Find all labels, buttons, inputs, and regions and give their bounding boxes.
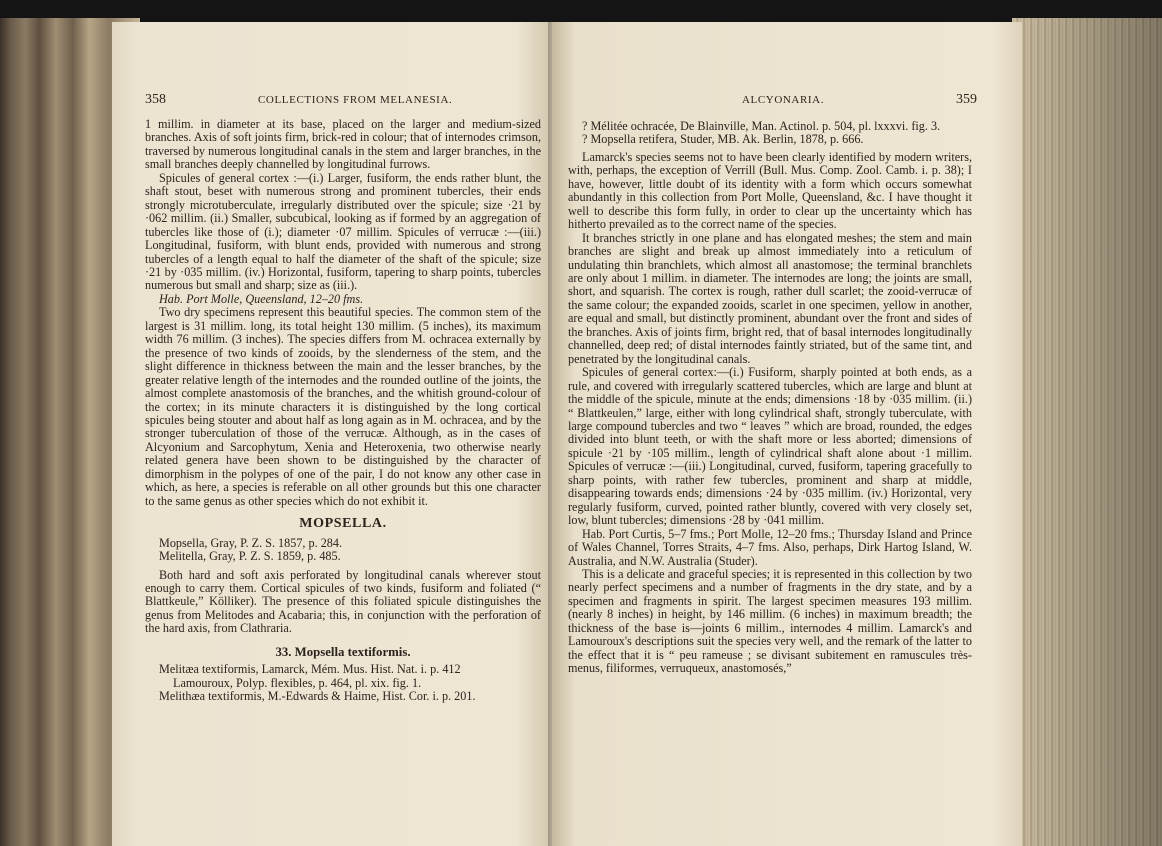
synonym-line: ? Mopsella retifera, Studer, MB. Ak. Berlin, 1878, p. 666. — [582, 132, 864, 147]
paragraph: Spicules of general cortex:—(i.) Fusiform, sharply pointed at both ends, as a rule, and covered with irregularly scattered tubercles, which are large and blunt at the middle of the spicule, minute at the ends; dimensions ·18 by ·035 millim. (ii.) “ Blattkeulen,” large, either with long cylindrical shaft, strongly tuberculate, with large compound tubercles and two “ leaves ” which are broad, rounded, the edges divided into blunt teeth, or with the shaft more or less aborted; dimensions of spicule ·21 by ·105 millim., length of cylindrical shaft alone about ·1 millim. Spicules of verrucæ :—(iii.) Longitudinal, curved, fusiform, tapering gracefully to sharp points, with rather few tubercles, prominent and sharp at middle, disappearing towards ends; dimensions ·24 by ·035 millim. (iv.) Horizontal, very regularly fusiform, curved, pointed rather bluntly, covered with very closely set, low, blunt tubercles; dimensions ·28 by ·041 millim. — [568, 365, 972, 528]
right-page-number: 359 — [956, 92, 977, 107]
right-page-edges — [1012, 18, 1162, 846]
right-running-header: ALCYONARIA. — [742, 94, 825, 106]
left-text-column — [145, 118, 541, 704]
paragraph: Lamarck's species seems not to have been clearly identified by modern writers, with, perhaps, the exception of Verrill (Bull. Mus. Comp. Zool. Camb. i. p. 38); I have, however, little doubt of its identity with a form which occurs somewhat abundantly in this collection from Port Molle, Queensland, &c. I have thought it well to describe this form fully, in order to clear up the uncertainty which has hitherto prevailed as to the correct name of the species. — [568, 149, 972, 232]
synonym-line: Lamouroux, Polyp. flexibles, p. 464, pl. xix. fig. 1. — [173, 675, 422, 690]
genus-heading: MOPSELLA. — [299, 516, 387, 532]
left-page — [112, 22, 560, 846]
paragraph: 1 millim. in diameter at its base, placed on the larger and medium-sized branches. Axis of soft joints firm, brick-red in colour; that of internodes crimson, traversed by numerous longitudinal canals in the stem and larger branches, in the small branches deeply channelled by longitudinal furrows. — [145, 117, 541, 172]
left-running-header: COLLECTIONS FROM MELANESIA. — [258, 94, 453, 106]
right-text-column — [568, 120, 972, 676]
synonym-line: Melitella, Gray, P. Z. S. 1859, p. 485. — [159, 549, 341, 564]
synonym-line: Melithæa textiformis, M.-Edwards & Haime, Hist. Cor. i. p. 201. — [159, 689, 476, 704]
habitat-paragraph: Hab. Port Curtis, 5–7 fms.; Port Molle, 12–20 fms.; Thursday Island and Prince of Wales Channel, Torres Straits, 4–7 fms. Also, perhaps, Dirk Hartog Island, W. Australia, and N.W. Australia (Studer). — [568, 526, 972, 568]
paragraph: This is a delicate and graceful species; it is represented in this collection by two nearly perfect specimens and a number of fragments in the dry state, and by a specimen and fragments in spirit. The largest specimen measures 193 millim. (nearly 8 inches) in height, by 146 millim. (6 inches) in maximum breadth; the thickness of the base is—joints 6 millim., internodes 4 millim. Lamarck's and Lamouroux's descriptions suit the species very well, and the remark of the latter to the effect that it is “ peu rameuse ; se divisant subitement en ramuscules très-menus, filiformes, verruqueux, anastomosés,” — [568, 566, 972, 676]
synonym-line: ? Mélitée ochracée, De Blainville, Man. Actinol. p. 504, pl. lxxxvi. fig. 3. — [582, 119, 941, 133]
paragraph: Spicules of general cortex :—(i.) Larger, fusiform, the ends rather blunt, the shaft stout, beset with numerous strong and prominent tubercles, their ends strongly microtuberculate, irregularly distributed over the spicule; size ·21 by ·062 millim. (ii.) Smaller, subcubical, looking as if formed by an aggregation of tubercles like those of (i.); diameter ·07 millim. Spicules of verrucæ :—(iii.) Longitudinal, fusiform, with blunt ends, provided with numerous and strong tubercles of a length equal to half the diameter of the shaft of the spicule; size ·21 by ·035 millim. (iv.) Horizontal, fusiform, tapering to sharp points, tubercles numerous but small and sharp; size as (iii.). — [145, 170, 541, 293]
synonym-line: Mopsella, Gray, P. Z. S. 1857, p. 284. — [159, 535, 343, 550]
right-page — [552, 22, 1022, 846]
species-heading: 33. Mopsella textiformis. — [275, 644, 411, 659]
paragraph: It branches strictly in one plane and has elongated meshes; the stem and main branches are slight and break up almost immediately into a reticulum of undulating thin branchlets, which almost all anastomose; the terminal branchlets are only about 1 millim. in diameter. The internodes are long; the joints are small, short, and squarish. The cortex is rough, rather dull scarlet; the zooid-verrucæ of the same colour; the expanded zooids, scarlet in one specimen, yellow in another, are equal and small, but distinctly prominent, abundant over the front and sides of the branches. Axis of joints firm, bright red, that of basal internodes longitudinally channelled, deep red; of distal internodes faintly striated, but of the same tint, and penetrated by the longitudinal canals. — [568, 230, 972, 366]
synonym-line: Melitæa textiformis, Lamarck, Mém. Mus. Hist. Nat. i. p. 412 — [159, 662, 461, 677]
paragraph: Two dry specimens represent this beautiful species. The common stem of the largest is 31 millim. long, its total height 130 millim. (5 inches), its maximum width 76 millim. (3 inches). The species differs from M. ochracea externally by the presence of two kinds of zooids, by the slenderness of the stem, and the slight difference in thickness between the main and the lesser branches, by the greater relative length of the internodes and the rounded outline of the joints, the almost complete anastomosis of the branches, and the whitish ground-colour of the cortex; in its minute characters it is distinguished by the long cortical spicules being stouter and about half as long again as in M. ochracea, and by the stronger tuberculation of those of the verrucæ. Although, as in the cases of Alcyonium and Sarcophytum, Xenia and Heteroxenia, two otherwise nearly related genera have been shown to be distinguished by the character of dimorphism in the polypes of one of the pair, I do not know any other case in which, as here, a species is referable on all other grounds but this one character to the same genus as other species which do not exhibit it. — [145, 305, 541, 508]
paragraph: Both hard and soft axis perforated by longitudinal canals wherever stout enough to carry them. Cortical spicules of two kinds, fusiform and foliated (“ Blattkeule,” Kölliker). The presence of this foliated spicule distinguishes the genus from Melitodes and Acabaria; this, in conjunction with the perforation of the hard axis, from Clathraria. — [145, 567, 541, 636]
left-page-number: 358 — [145, 92, 166, 107]
habitat-line: Hab. Port Molle, Queensland, 12–20 fms. — [159, 291, 364, 306]
